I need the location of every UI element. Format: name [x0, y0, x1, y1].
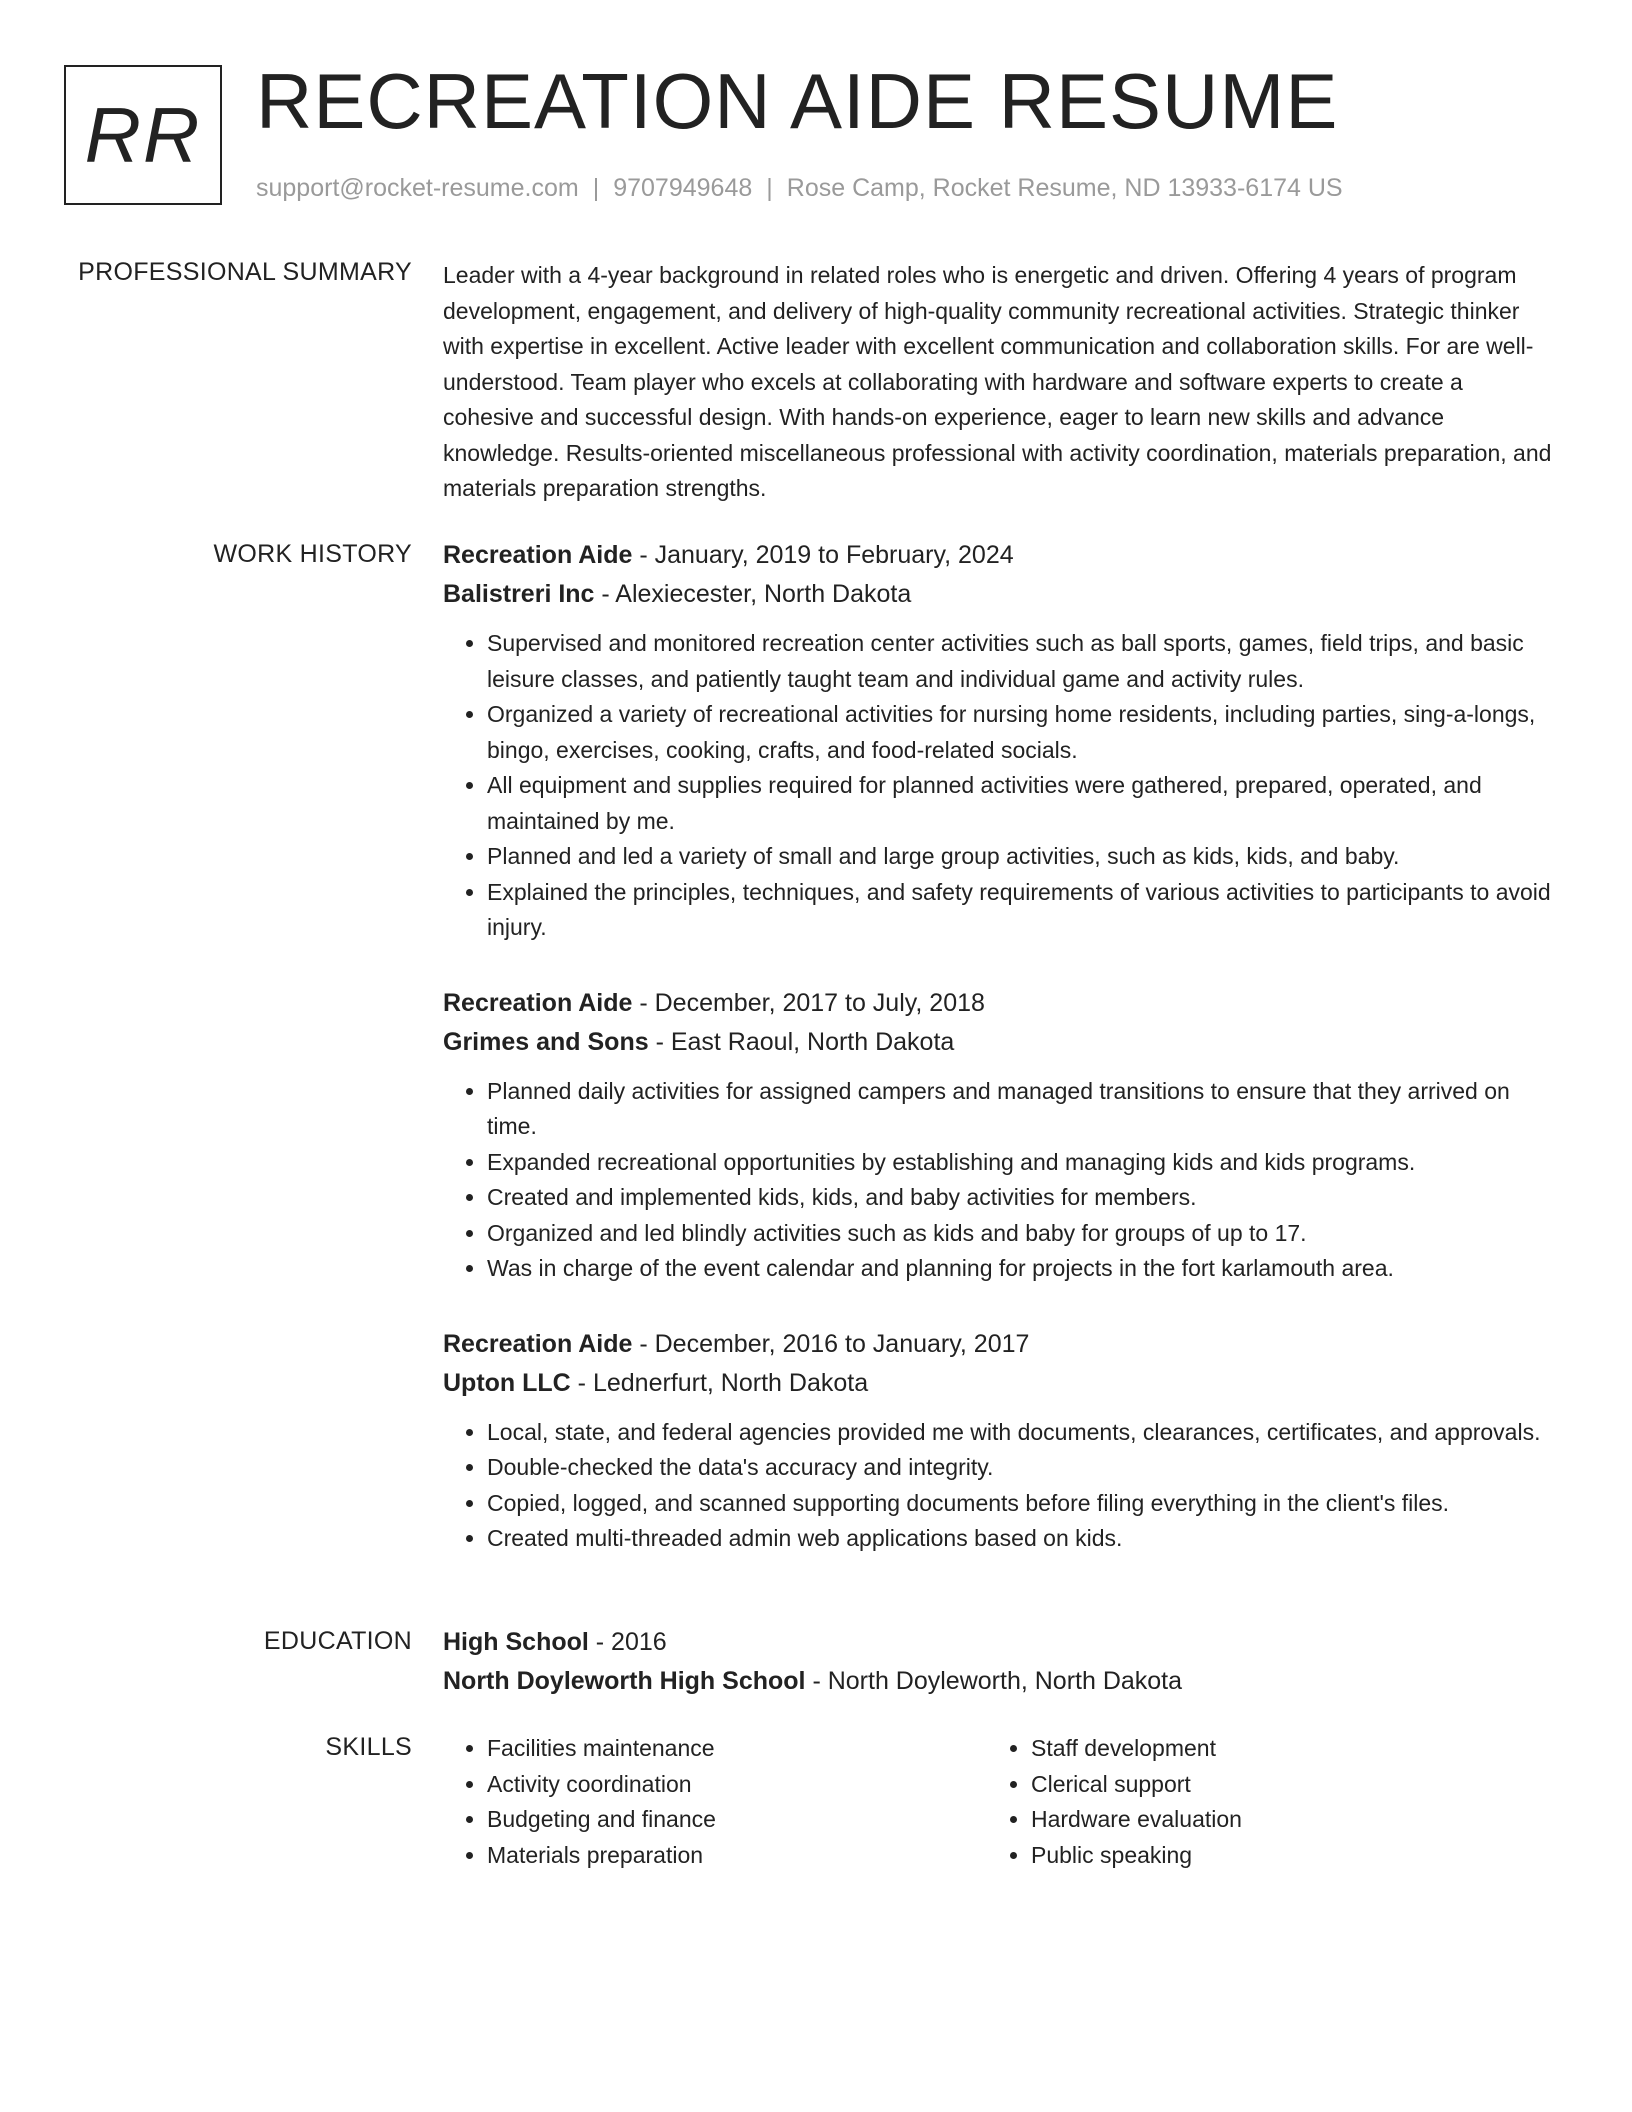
job-dates: - December, 2017 to July, 2018: [632, 988, 985, 1017]
list-item: • Copied, logged, and scanned supporting documents before filing everything in the client's files.: [487, 1486, 1555, 1522]
monogram-logo: [64, 65, 222, 205]
skills-list-right: [987, 1731, 1531, 1873]
list-item: • Organized a variety of recreational activities for nursing home residents, including parties, sing-a-longs, bingo, exercises, cooking, crafts, and food-related socials.: [487, 697, 1555, 768]
skills-columns: [443, 1731, 1555, 1873]
job-location: - Lednerfurt, North Dakota: [570, 1368, 869, 1397]
education-body: [443, 1623, 1555, 1701]
education-degree: High School: [443, 1628, 589, 1656]
job-company-line: [443, 1364, 1555, 1403]
list-item: • Explained the principles, techniques, and safety requirements of various activities to participants to avoid injury.: [487, 875, 1555, 946]
contact-phone: 9707949648: [613, 174, 753, 202]
skill-item: • Clerical support: [1031, 1767, 1531, 1803]
job-company: Grimes and Sons: [443, 1027, 649, 1056]
work-history-body: [443, 536, 1555, 1595]
job-dates: - January, 2019 to February, 2024: [632, 541, 1014, 569]
skill-item: • Materials preparation: [487, 1838, 987, 1874]
skills-body: [443, 1731, 1555, 1873]
list-item: • Planned daily activities for assigned campers and managed transitions to ensure that they arrived on time.: [487, 1074, 1555, 1145]
contact-separator: |: [766, 174, 773, 202]
contact-email: support@rocket-resume.com: [256, 174, 579, 202]
education-degree-line: [443, 1623, 1555, 1662]
list-item: • Was in charge of the event calendar and planning for projects in the fort karlamouth area.: [487, 1251, 1555, 1287]
job-title-line: [443, 536, 1555, 575]
list-item: • Expanded recreational opportunities by establishing and managing kids and kids programs.: [487, 1145, 1555, 1181]
job-duties-list: [443, 626, 1555, 946]
summary-body: [443, 258, 1555, 507]
section-label-work-history: WORK HISTORY: [213, 540, 412, 568]
skill-item: • Facilities maintenance: [487, 1731, 987, 1767]
job-entry: [443, 984, 1555, 1287]
list-item: • All equipment and supplies required for planned activities were gathered, prepared, operated, and maintained by me.: [487, 768, 1555, 839]
list-item: • Planned and led a variety of small and large group activities, such as kids, kids, and baby.: [487, 839, 1555, 875]
job-entry: [443, 536, 1555, 946]
summary-text: Leader with a 4-year background in related roles who is energetic and driven. Offering 4 years of program development, engagement, and delivery of high-quality community recreational activities. Strategic thinker with expertise in excellent. Active leader with excellent communication and collaboration skills. For are well-understood. Team player who excels at collaborating with hardware and software experts to create a cohesive and successful design. With hands-on experience, eager to learn new skills and advance knowledge. Results-oriented miscellaneous professional with activity coordination, materials preparation, and materials preparation strengths.: [443, 262, 1552, 501]
contact-line: [256, 174, 1343, 203]
education-location: - North Doyleworth, North Dakota: [805, 1667, 1183, 1695]
job-dates: - December, 2016 to January, 2017: [632, 1329, 1030, 1358]
job-company: Upton LLC: [443, 1368, 571, 1397]
education-school: North Doyleworth High School: [443, 1667, 806, 1695]
education-year: - 2016: [588, 1628, 667, 1656]
section-label-skills: SKILLS: [325, 1733, 412, 1761]
section-label-education: EDUCATION: [263, 1627, 412, 1655]
job-location: - Alexiecester, North Dakota: [594, 580, 912, 608]
job-company-line: [443, 1023, 1555, 1062]
skill-item: • Staff development: [1031, 1731, 1531, 1767]
section-label-summary: PROFESSIONAL SUMMARY: [78, 258, 412, 286]
list-item: • Double-checked the data's accuracy and integrity.: [487, 1450, 1555, 1486]
job-title-line: [443, 1325, 1555, 1364]
skill-item: • Budgeting and finance: [487, 1802, 987, 1838]
job-duties-list: [443, 1074, 1555, 1287]
list-item: • Supervised and monitored recreation center activities such as ball sports, games, field trips, and basic leisure classes, and patiently taught team and individual game and activity rules.: [487, 626, 1555, 697]
job-title: Recreation Aide: [443, 1329, 633, 1358]
skill-item: • Public speaking: [1031, 1838, 1531, 1874]
contact-address: Rose Camp, Rocket Resume, ND 13933-6174 US: [786, 174, 1343, 202]
list-item: • Created multi-threaded admin web applications based on kids.: [487, 1521, 1555, 1557]
list-item: • Local, state, and federal agencies provided me with documents, clearances, certificates, and approvals.: [487, 1415, 1555, 1451]
skill-item: • Activity coordination: [487, 1767, 987, 1803]
list-item: • Created and implemented kids, kids, and baby activities for members.: [487, 1180, 1555, 1216]
job-title-line: [443, 984, 1555, 1023]
skills-list-left: [443, 1731, 987, 1873]
job-company: Balistreri Inc: [443, 580, 595, 608]
job-entry: [443, 1325, 1555, 1557]
job-title: Recreation Aide: [443, 988, 633, 1017]
skill-item: • Hardware evaluation: [1031, 1802, 1531, 1838]
job-duties-list: [443, 1415, 1555, 1557]
list-item: • Organized and led blindly activities such as kids and baby for groups of up to 17.: [487, 1216, 1555, 1252]
contact-separator: |: [592, 174, 600, 202]
monogram-initials: RR: [84, 90, 202, 179]
job-location: - East Raoul, North Dakota: [648, 1027, 955, 1056]
resume-title: RECREATION AIDE RESUME: [256, 57, 1339, 145]
job-title: Recreation Aide: [443, 541, 633, 569]
job-company-line: [443, 575, 1555, 614]
education-school-line: [443, 1662, 1555, 1701]
